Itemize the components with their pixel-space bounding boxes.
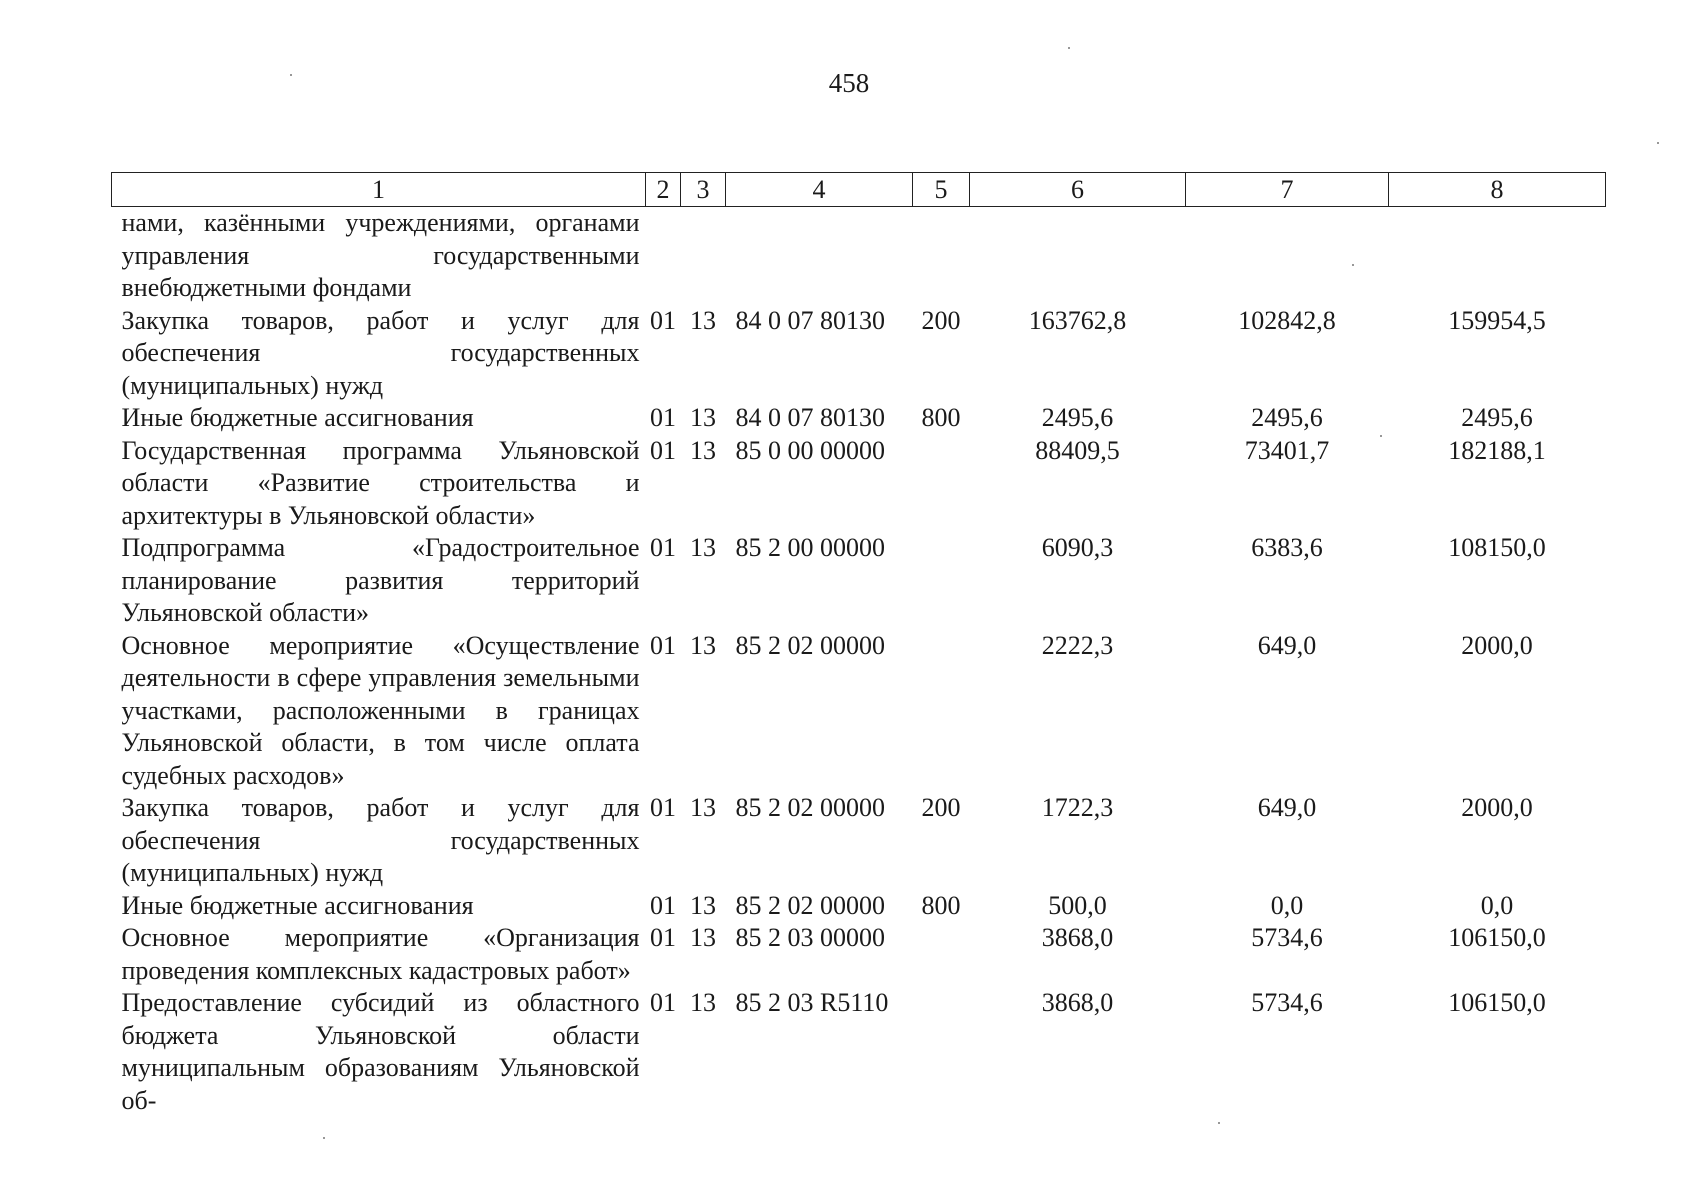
row-value-col6: 2222,3 bbox=[1041, 630, 1114, 660]
scan-speck bbox=[1380, 435, 1382, 437]
column-header-3: 3 bbox=[681, 173, 726, 207]
scan-speck bbox=[323, 1137, 325, 1139]
row-expense-type: 800 bbox=[921, 403, 961, 432]
row-value-col6: 88409,5 bbox=[1035, 435, 1120, 465]
row-value-col7: 649,0 bbox=[1257, 793, 1317, 822]
row-value-col6: 6090,3 bbox=[1041, 533, 1114, 562]
row-value-col7: 6383,6 bbox=[1251, 533, 1323, 562]
row-name: Государственная программа Ульяновской области «Развитие строительства и архитектуры в Ульяновской области» bbox=[121, 435, 640, 530]
table-row bbox=[112, 402, 1606, 435]
row-value-col7: 102842,8 bbox=[1238, 305, 1336, 335]
row-value-col8: 108150,0 bbox=[1448, 533, 1546, 562]
row-target-code: 85 0 00 00000 bbox=[735, 435, 885, 465]
row-section: 01 bbox=[650, 988, 676, 1017]
budget-table bbox=[111, 172, 1606, 1117]
row-section bbox=[646, 207, 681, 305]
scan-speck bbox=[1352, 264, 1354, 266]
row-subsection: 13 bbox=[690, 403, 716, 432]
table-row bbox=[112, 890, 1606, 923]
row-value-col8: 2495,6 bbox=[1461, 403, 1533, 432]
table-row bbox=[112, 630, 1606, 793]
row-value-col8: 106150,0 bbox=[1448, 988, 1546, 1017]
row-value-col6 bbox=[970, 207, 1186, 305]
row-value-col8: 182188,1 bbox=[1448, 435, 1546, 465]
row-expense-type bbox=[913, 987, 970, 1117]
row-value-col6: 163762,8 bbox=[1028, 305, 1127, 335]
row-subsection: 13 bbox=[690, 793, 716, 822]
row-name: Иные бюджетные ассигнования bbox=[121, 890, 474, 920]
row-value-col6: 2495,6 bbox=[1041, 403, 1114, 432]
row-section: 01 bbox=[650, 435, 676, 465]
row-section: 01 bbox=[650, 305, 676, 335]
scan-speck bbox=[1657, 142, 1659, 144]
row-subsection: 13 bbox=[690, 305, 716, 335]
scan-speck bbox=[1068, 47, 1070, 49]
row-subsection bbox=[681, 207, 726, 305]
row-expense-type bbox=[913, 922, 970, 987]
row-target-code: 84 0 07 80130 bbox=[735, 403, 885, 432]
row-name: Иные бюджетные ассигнования bbox=[121, 403, 474, 432]
row-name: Закупка товаров, работ и услуг для обеспечения государственных (муниципальных) нужд bbox=[121, 305, 640, 400]
row-subsection: 13 bbox=[690, 630, 716, 660]
table-row bbox=[112, 207, 1606, 305]
row-value-col7: 649,0 bbox=[1257, 630, 1317, 660]
column-header-8: 8 bbox=[1389, 173, 1606, 207]
row-target-code: 85 2 00 00000 bbox=[735, 533, 885, 562]
row-subsection: 13 bbox=[690, 890, 716, 920]
row-subsection: 13 bbox=[690, 435, 716, 465]
row-value-col6: 1722,3 bbox=[1041, 793, 1114, 822]
row-value-col7: 0,0 bbox=[1270, 890, 1304, 920]
row-value-col8: 159954,5 bbox=[1448, 305, 1546, 335]
row-value-col8: 2000,0 bbox=[1461, 793, 1533, 822]
row-section: 01 bbox=[650, 890, 676, 920]
row-section: 01 bbox=[650, 403, 676, 432]
table-header-row bbox=[112, 173, 1606, 207]
row-value-col6: 500,0 bbox=[1048, 890, 1107, 920]
scan-speck bbox=[1218, 1122, 1220, 1124]
row-target-code: 85 2 02 00000 bbox=[735, 630, 885, 660]
row-name: нами, казёнными учреждениями, органами управления государственными внебюджетными фондами bbox=[121, 208, 640, 302]
row-target-code: 84 0 07 80130 bbox=[735, 305, 885, 335]
row-expense-type bbox=[913, 630, 970, 793]
page-number: 458 bbox=[828, 68, 870, 98]
row-name: Закупка товаров, работ и услуг для обеспечения государственных (муниципальных) нужд bbox=[121, 793, 640, 887]
column-header-6: 6 bbox=[970, 173, 1186, 207]
row-expense-type: 200 bbox=[921, 793, 961, 822]
row-value-col7: 2495,6 bbox=[1251, 403, 1323, 432]
row-section: 01 bbox=[650, 533, 676, 562]
table-row bbox=[112, 435, 1606, 533]
row-value-col7: 5734,6 bbox=[1251, 923, 1323, 952]
scan-speck bbox=[290, 74, 292, 76]
table-row bbox=[112, 305, 1606, 403]
row-value-col8: 106150,0 bbox=[1448, 923, 1546, 952]
row-value-col6: 3868,0 bbox=[1041, 988, 1114, 1017]
table-row bbox=[112, 922, 1606, 987]
row-value-col8: 0,0 bbox=[1480, 890, 1514, 920]
table-row bbox=[112, 792, 1606, 890]
row-section: 01 bbox=[650, 630, 676, 660]
row-expense-type bbox=[913, 435, 970, 533]
column-header-5: 5 bbox=[913, 173, 970, 207]
column-header-7: 7 bbox=[1186, 173, 1389, 207]
row-section: 01 bbox=[650, 793, 676, 822]
row-section: 01 bbox=[650, 923, 676, 952]
row-value-col8 bbox=[1389, 207, 1606, 305]
table-row bbox=[112, 532, 1606, 630]
row-expense-type bbox=[913, 207, 970, 305]
column-header-1: 1 bbox=[112, 173, 646, 207]
row-target-code bbox=[726, 207, 913, 305]
row-value-col7 bbox=[1186, 207, 1389, 305]
row-name: Подпрограмма «Градостроительное планирование развития территорий Ульяновской области» bbox=[121, 533, 640, 627]
row-expense-type: 200 bbox=[921, 305, 961, 335]
row-subsection: 13 bbox=[690, 923, 716, 952]
row-target-code: 85 2 02 00000 bbox=[735, 793, 885, 822]
row-expense-type: 800 bbox=[921, 890, 961, 920]
column-header-4: 4 bbox=[726, 173, 913, 207]
table-row bbox=[112, 987, 1606, 1117]
row-value-col6: 3868,0 bbox=[1041, 923, 1114, 952]
row-target-code: 85 2 02 00000 bbox=[735, 890, 885, 920]
row-subsection: 13 bbox=[690, 988, 716, 1017]
row-value-col7: 5734,6 bbox=[1251, 988, 1323, 1017]
row-value-col8: 2000,0 bbox=[1461, 630, 1533, 660]
row-subsection: 13 bbox=[690, 533, 716, 562]
row-name: Основное мероприятие «Осуществление деятельности в сфере управления земельными участками, расположенными в границах Ульяновской области, в том числе оплата судебных расходов» bbox=[121, 630, 640, 790]
row-value-col7: 73401,7 bbox=[1244, 435, 1330, 465]
column-header-2: 2 bbox=[646, 173, 681, 207]
row-expense-type bbox=[913, 532, 970, 630]
row-name: Основное мероприятие «Организация проведения комплексных кадастровых работ» bbox=[121, 923, 640, 985]
row-name: Предоставление субсидий из областного бюджета Ульяновской области муниципальным образованиям Ульяновской об- bbox=[121, 988, 640, 1115]
row-target-code: 85 2 03 00000 bbox=[735, 923, 885, 952]
row-target-code: 85 2 03 R5110 bbox=[735, 988, 889, 1017]
